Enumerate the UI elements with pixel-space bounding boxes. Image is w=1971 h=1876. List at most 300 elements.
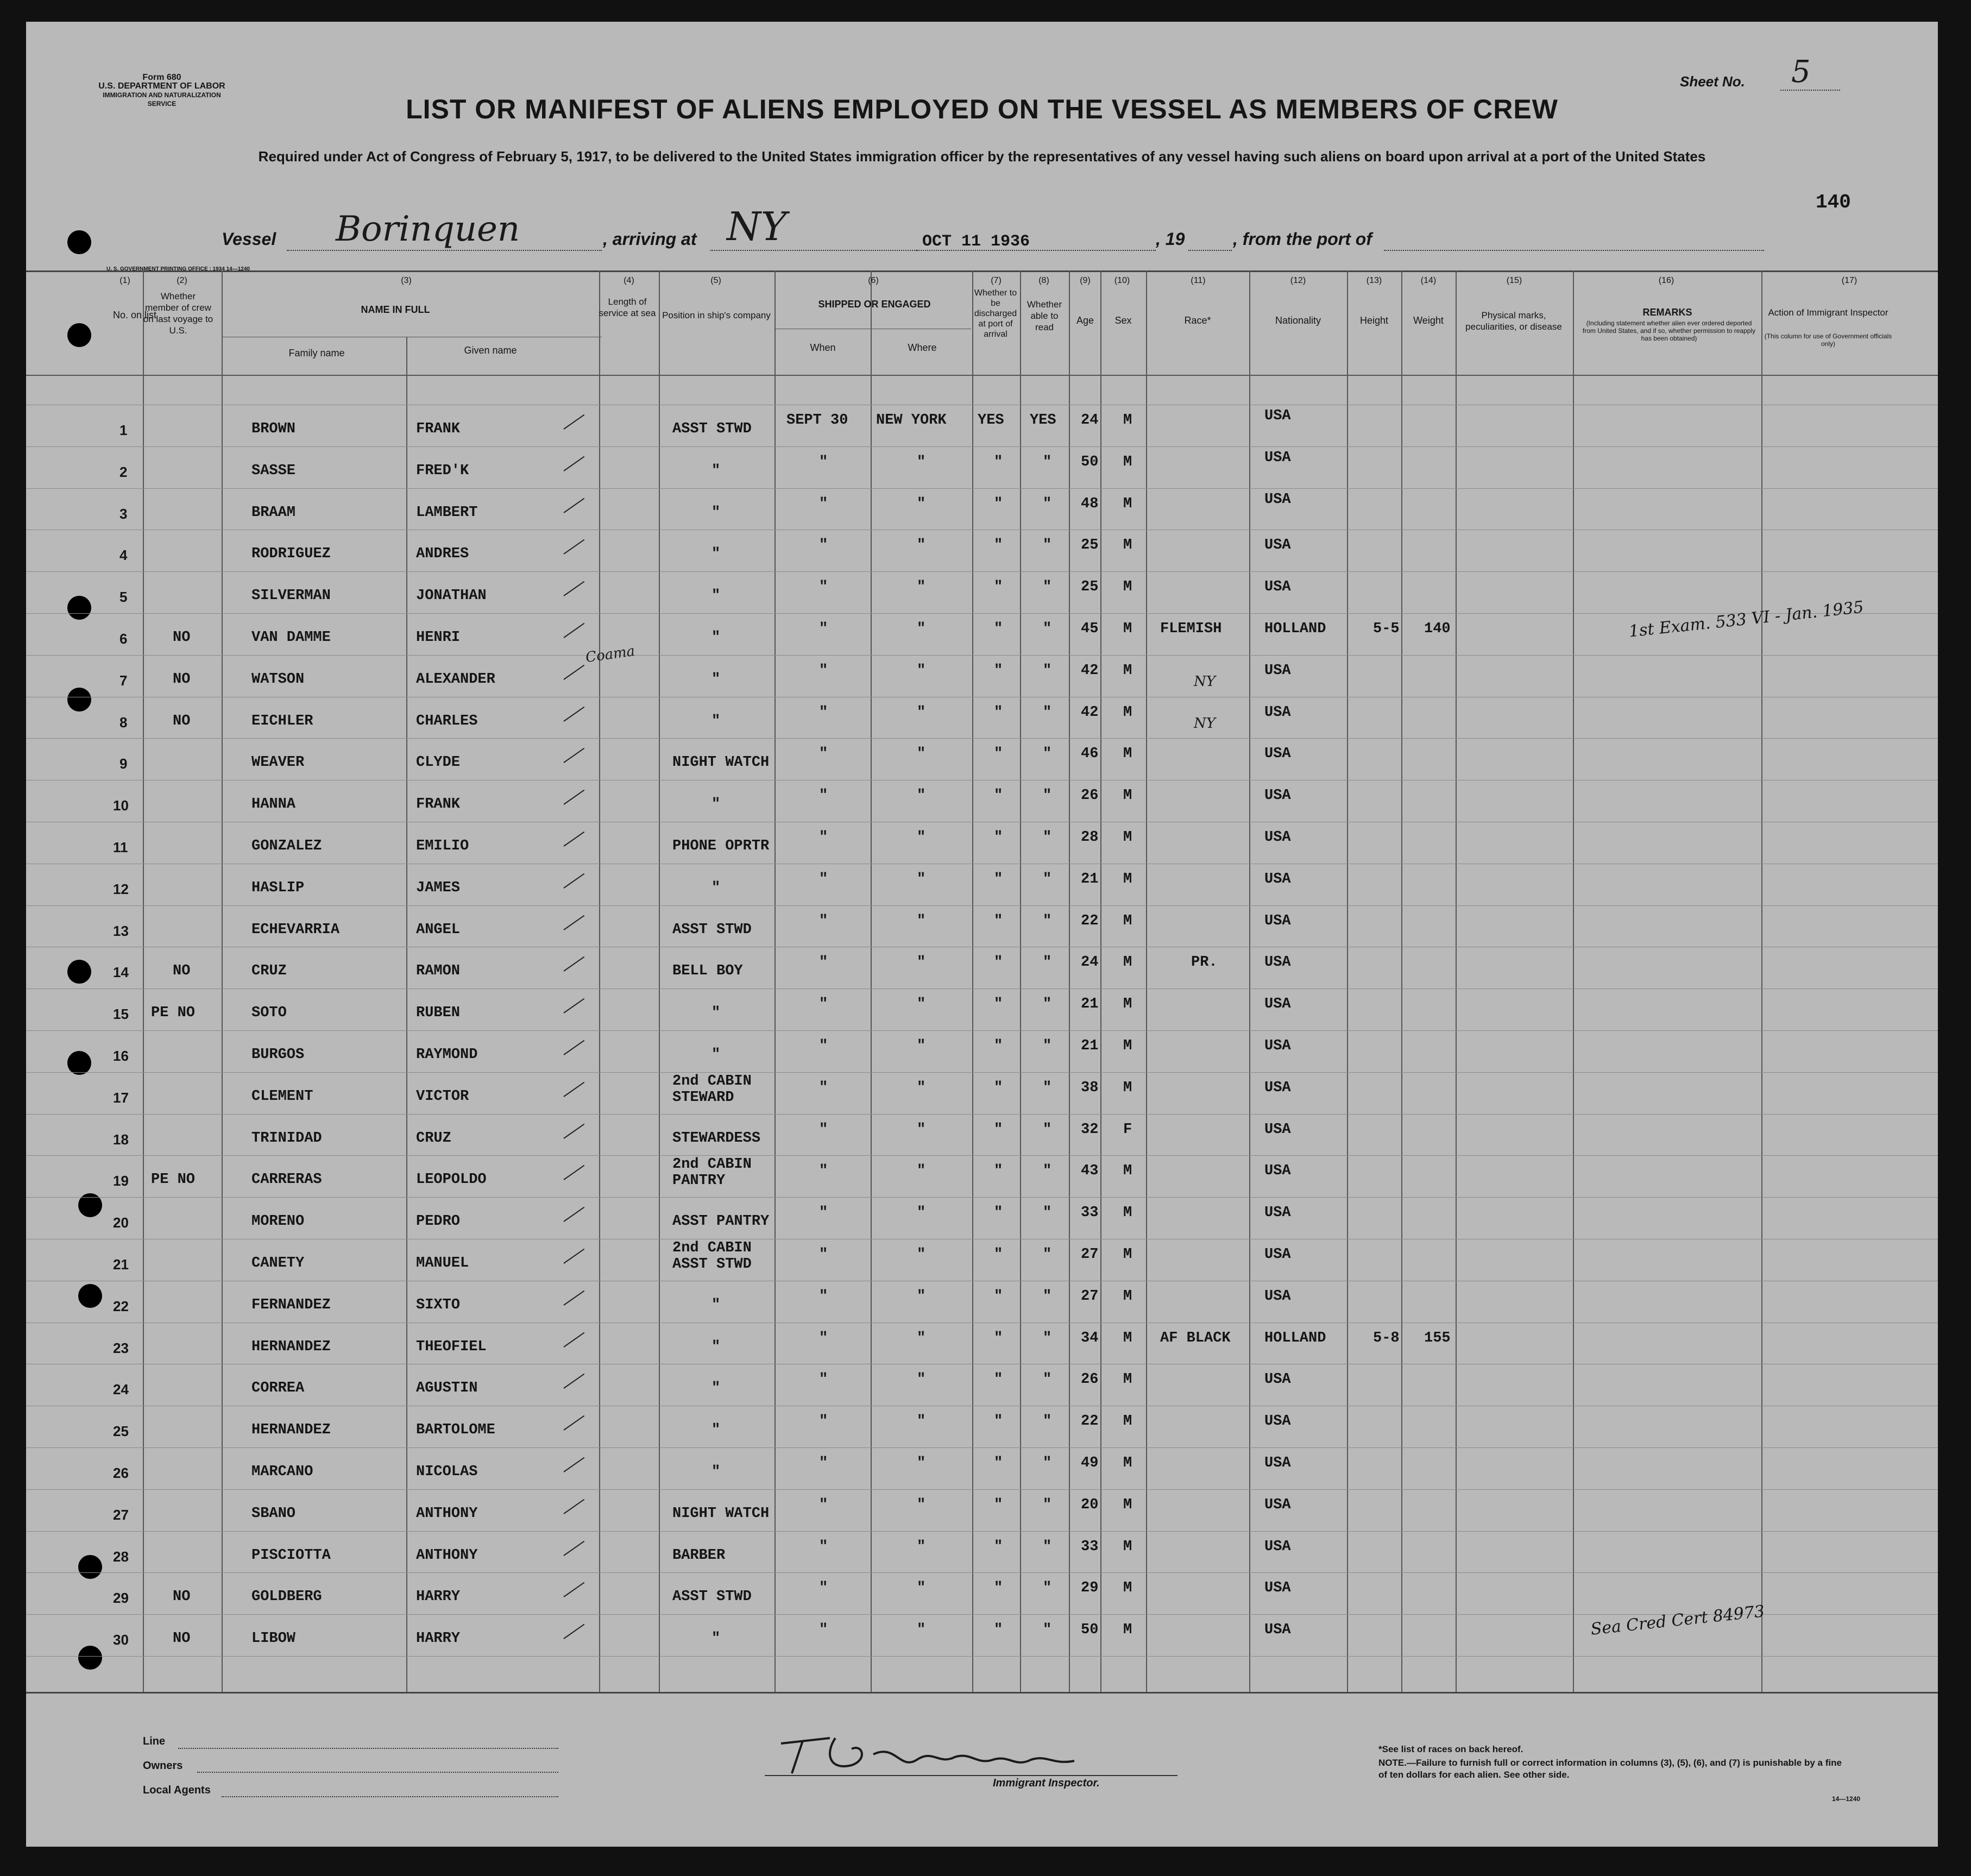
header-last-voyage: Whether member of crew on last voyage to U.S. bbox=[143, 291, 213, 336]
header-sex: Sex bbox=[1114, 315, 1132, 326]
age: 21 bbox=[1081, 996, 1099, 1013]
row-number: 25 bbox=[113, 1423, 129, 1440]
row-number: 10 bbox=[113, 797, 129, 814]
shipped-when: " bbox=[819, 1622, 828, 1639]
shipped-when: " bbox=[819, 1330, 828, 1346]
position: " bbox=[711, 1380, 721, 1397]
discharged: " bbox=[994, 454, 1003, 470]
agents-label: Local Agents bbox=[143, 1784, 211, 1796]
last-voyage: NO bbox=[173, 671, 191, 688]
sex: F bbox=[1123, 1121, 1132, 1138]
shipped-where: " bbox=[917, 1163, 926, 1180]
row-number: 13 bbox=[113, 922, 129, 939]
shipped-when: " bbox=[819, 1580, 828, 1597]
height: 5-5 bbox=[1373, 621, 1400, 637]
given-name: RAMON bbox=[416, 963, 461, 980]
header-discharged: Whether to be discharged at port of arrival bbox=[974, 288, 1017, 339]
last-voyage: NO bbox=[173, 1589, 191, 1606]
header-physical-marks: Physical marks, peculiarities, or disease bbox=[1465, 310, 1562, 332]
row-number: 2 bbox=[119, 463, 128, 480]
position: " bbox=[711, 504, 721, 521]
position: NIGHT WATCH bbox=[672, 754, 770, 771]
position: 2nd CABIN bbox=[672, 1156, 752, 1173]
shipped-when: " bbox=[819, 1247, 828, 1263]
shipped-when: " bbox=[819, 1538, 828, 1555]
nationality: USA bbox=[1264, 1580, 1291, 1597]
column-divider bbox=[1761, 270, 1762, 1692]
shipped-where: " bbox=[917, 1330, 926, 1346]
discharged: " bbox=[994, 537, 1003, 554]
shipped-where: " bbox=[917, 704, 926, 721]
position: PHONE OPRTR bbox=[672, 838, 770, 854]
able-to-read: " bbox=[1043, 704, 1052, 721]
shipped-where: " bbox=[917, 1496, 926, 1513]
check-mark-icon bbox=[563, 581, 584, 596]
check-mark-icon bbox=[563, 748, 584, 763]
header-remarks-sub: (Including statement whether alien ever ordered deported from United States, and if so, whether permission to reapply has been obtained) bbox=[1582, 319, 1756, 342]
column-divider bbox=[1069, 270, 1070, 1692]
punch-hole bbox=[67, 596, 91, 620]
able-to-read: " bbox=[1043, 1121, 1052, 1138]
weight: 140 bbox=[1424, 621, 1451, 637]
discharged: " bbox=[994, 1622, 1003, 1639]
row-number: 1 bbox=[119, 422, 128, 438]
discharged: " bbox=[994, 1538, 1003, 1555]
sex: M bbox=[1123, 1538, 1132, 1555]
column-divider bbox=[972, 270, 973, 1692]
position: ASST STWD bbox=[672, 1589, 752, 1606]
nationality: USA bbox=[1264, 491, 1291, 508]
nationality: USA bbox=[1264, 1413, 1291, 1430]
family-name: CORREA bbox=[251, 1380, 305, 1397]
position: " bbox=[711, 629, 721, 646]
position: " bbox=[711, 1005, 721, 1022]
given-name: BARTOLOME bbox=[416, 1422, 495, 1439]
family-name: EICHLER bbox=[251, 713, 313, 729]
sex: M bbox=[1123, 1455, 1132, 1471]
age: 24 bbox=[1081, 954, 1099, 971]
family-name: ECHEVARRIA bbox=[251, 921, 340, 938]
height: 5-8 bbox=[1373, 1330, 1400, 1346]
discharged: YES bbox=[978, 412, 1004, 429]
family-name: VAN DAMME bbox=[251, 629, 331, 646]
nationality: HOLLAND bbox=[1264, 1330, 1326, 1346]
sex: M bbox=[1123, 996, 1132, 1013]
shipped-when: " bbox=[819, 454, 828, 470]
row-rule bbox=[26, 1447, 1938, 1448]
check-mark-icon bbox=[563, 1582, 584, 1597]
given-name: JAMES bbox=[416, 879, 461, 896]
header-no-on-list: No. on list bbox=[112, 310, 157, 320]
sex: M bbox=[1123, 704, 1132, 721]
shipped-when: " bbox=[819, 1371, 828, 1388]
row-rule bbox=[26, 1531, 1938, 1532]
row-number: 3 bbox=[119, 505, 128, 522]
nationality: USA bbox=[1264, 1371, 1291, 1388]
position: " bbox=[711, 588, 721, 605]
discharged: " bbox=[994, 912, 1003, 929]
sex: M bbox=[1123, 537, 1132, 554]
nationality: USA bbox=[1264, 912, 1291, 929]
position: ASST STWD bbox=[672, 921, 752, 938]
sex: M bbox=[1123, 1622, 1132, 1639]
given-name: ANTHONY bbox=[416, 1547, 478, 1564]
header-family-name: Family name bbox=[288, 348, 345, 358]
nationality: USA bbox=[1264, 996, 1291, 1013]
able-to-read: " bbox=[1043, 788, 1052, 804]
race-annotation: NY bbox=[1194, 715, 1216, 732]
shipped-when: " bbox=[819, 996, 828, 1013]
shipped-where: " bbox=[917, 746, 926, 763]
given-name: HARRY bbox=[416, 1631, 461, 1647]
family-name: GONZALEZ bbox=[251, 838, 322, 854]
row-number: 29 bbox=[113, 1590, 129, 1607]
position: " bbox=[711, 462, 721, 479]
race: FLEMISH bbox=[1160, 621, 1222, 637]
row-number: 8 bbox=[119, 714, 128, 731]
shipped-when: " bbox=[819, 1288, 828, 1305]
given-name: ANTHONY bbox=[416, 1505, 478, 1522]
column-divider bbox=[1146, 270, 1147, 1692]
punch-hole bbox=[67, 323, 91, 347]
shipped-where: " bbox=[917, 495, 926, 512]
column-divider bbox=[774, 270, 776, 1692]
position: " bbox=[711, 1464, 721, 1480]
discharged: " bbox=[994, 829, 1003, 846]
row-number: 6 bbox=[119, 631, 128, 647]
discharged: " bbox=[994, 579, 1003, 596]
row-rule bbox=[26, 1155, 1938, 1156]
nationality: USA bbox=[1264, 1538, 1291, 1555]
check-mark-icon bbox=[563, 915, 584, 930]
position: " bbox=[711, 796, 721, 813]
family-name: SILVERMAN bbox=[251, 588, 331, 605]
row-number: 5 bbox=[119, 589, 128, 606]
discharged: " bbox=[994, 1330, 1003, 1346]
given-name: MANUEL bbox=[416, 1255, 469, 1271]
shipped-where: " bbox=[917, 1455, 926, 1471]
row-number: 15 bbox=[113, 1006, 129, 1023]
age: 28 bbox=[1081, 829, 1099, 846]
discharged: " bbox=[994, 954, 1003, 971]
sex: M bbox=[1123, 1247, 1132, 1263]
column-divider bbox=[406, 337, 407, 1692]
race: AF BLACK bbox=[1160, 1330, 1231, 1346]
age: 24 bbox=[1081, 412, 1099, 429]
shipped-where: " bbox=[917, 454, 926, 470]
discharged: " bbox=[994, 662, 1003, 679]
last-voyage: NO bbox=[173, 713, 191, 729]
check-mark-icon bbox=[563, 623, 584, 638]
shipped-when: SEPT 30 bbox=[786, 412, 848, 429]
header-position: Position in ship's company bbox=[662, 310, 771, 320]
nationality: USA bbox=[1264, 788, 1291, 804]
given-name: RUBEN bbox=[416, 1005, 461, 1022]
page-subtitle: Required under Act of Congress of February 5, 1917, to be delivered to the United States immigration officer by the representatives of any vessel having such aliens on board upon arrival at a port of the United States bbox=[258, 148, 1706, 165]
able-to-read: " bbox=[1043, 1538, 1052, 1555]
age: 27 bbox=[1081, 1288, 1099, 1305]
shipped-when: " bbox=[819, 871, 828, 887]
discharged: " bbox=[994, 1121, 1003, 1138]
sex: M bbox=[1123, 1038, 1132, 1054]
shipped-when: " bbox=[819, 829, 828, 846]
column-number: (12) bbox=[1290, 276, 1306, 285]
discharged: " bbox=[994, 1496, 1003, 1513]
nationality: USA bbox=[1264, 662, 1291, 679]
nationality: USA bbox=[1264, 1247, 1291, 1263]
family-name: WEAVER bbox=[251, 754, 305, 771]
row-number: 11 bbox=[113, 839, 128, 855]
family-name: CANETY bbox=[251, 1255, 305, 1271]
able-to-read: " bbox=[1043, 454, 1052, 470]
check-mark-icon bbox=[563, 1165, 584, 1180]
header-where: Where bbox=[908, 342, 937, 353]
age: 26 bbox=[1081, 788, 1099, 804]
weight: 155 bbox=[1424, 1330, 1451, 1346]
discharged: " bbox=[994, 1038, 1003, 1054]
shipped-where: " bbox=[917, 621, 926, 637]
inspector-label: Immigrant Inspector. bbox=[993, 1777, 1100, 1789]
shipped-where: NEW YORK bbox=[876, 412, 947, 429]
form-code: 14—1240 bbox=[1832, 1795, 1861, 1803]
shipped-where: " bbox=[917, 1371, 926, 1388]
check-mark-icon bbox=[563, 1207, 584, 1222]
age: 42 bbox=[1081, 704, 1099, 721]
column-divider bbox=[1401, 270, 1402, 1692]
position: PANTRY bbox=[672, 1173, 726, 1189]
able-to-read: " bbox=[1043, 579, 1052, 596]
position: NIGHT WATCH bbox=[672, 1505, 770, 1522]
column-divider bbox=[1573, 270, 1574, 1692]
position: " bbox=[711, 546, 721, 563]
given-name: THEOFIEL bbox=[416, 1338, 487, 1355]
shipped-where: " bbox=[917, 1288, 926, 1305]
header-nationality: Nationality bbox=[1275, 315, 1321, 326]
check-mark-icon bbox=[563, 1332, 584, 1347]
family-name: FERNANDEZ bbox=[251, 1296, 331, 1313]
discharged: " bbox=[994, 1247, 1003, 1263]
age: 20 bbox=[1081, 1496, 1099, 1513]
check-mark-icon bbox=[563, 998, 584, 1013]
punch-hole bbox=[67, 1051, 91, 1075]
able-to-read: " bbox=[1043, 746, 1052, 763]
shipped-when: " bbox=[819, 537, 828, 554]
check-mark-icon bbox=[563, 498, 584, 513]
check-mark-icon bbox=[563, 539, 584, 555]
sex: M bbox=[1123, 788, 1132, 804]
discharged: " bbox=[994, 788, 1003, 804]
shipped-when: " bbox=[819, 495, 828, 512]
family-name: HERNANDEZ bbox=[251, 1422, 331, 1439]
sex: M bbox=[1123, 454, 1132, 470]
nationality: USA bbox=[1264, 1163, 1291, 1180]
column-number: (3) bbox=[401, 276, 412, 285]
sex: M bbox=[1123, 1288, 1132, 1305]
sex: M bbox=[1123, 954, 1132, 971]
family-name: BROWN bbox=[251, 421, 296, 437]
arrival-date: OCT 11 1936 bbox=[922, 232, 1030, 251]
header-remarks: REMARKS bbox=[1642, 307, 1692, 318]
position: BELL BOY bbox=[672, 963, 743, 980]
family-name: BRAAM bbox=[251, 504, 296, 521]
shipped-where: " bbox=[917, 1580, 926, 1597]
shipped-when: " bbox=[819, 1121, 828, 1138]
last-voyage: PE NO bbox=[151, 1005, 196, 1022]
discharged: " bbox=[994, 1079, 1003, 1096]
family-name: CARRERAS bbox=[251, 1172, 322, 1188]
age: 50 bbox=[1081, 1622, 1099, 1639]
sex: M bbox=[1123, 1079, 1132, 1096]
row-rule bbox=[26, 1197, 1938, 1198]
manifest-sheet bbox=[26, 22, 1938, 1847]
form-number: Form 680 bbox=[142, 73, 181, 82]
shipped-where: " bbox=[917, 662, 926, 679]
given-name: HENRI bbox=[416, 629, 461, 646]
inspector-signature bbox=[770, 1722, 1161, 1781]
column-divider bbox=[222, 270, 223, 1692]
able-to-read: " bbox=[1043, 1330, 1052, 1346]
given-name: PEDRO bbox=[416, 1213, 461, 1230]
sex: M bbox=[1123, 746, 1132, 763]
position: ASST STWD bbox=[672, 1256, 752, 1273]
given-name: CHARLES bbox=[416, 713, 478, 729]
able-to-read: " bbox=[1043, 1163, 1052, 1180]
column-divider bbox=[659, 270, 660, 1692]
given-name: CLYDE bbox=[416, 754, 461, 771]
row-number: 23 bbox=[113, 1339, 129, 1356]
given-name: RAYMOND bbox=[416, 1047, 478, 1063]
shipped-when: " bbox=[819, 1496, 828, 1513]
discharged: " bbox=[994, 1371, 1003, 1388]
row-number: 28 bbox=[113, 1548, 129, 1565]
stamp-number: 140 bbox=[1816, 191, 1851, 213]
discharged: " bbox=[994, 1288, 1003, 1305]
discharged: " bbox=[994, 1163, 1003, 1180]
sex: M bbox=[1123, 1330, 1132, 1346]
shipped-when: " bbox=[819, 746, 828, 763]
given-name: EMILIO bbox=[416, 838, 469, 854]
position: " bbox=[711, 1296, 721, 1313]
sex: M bbox=[1123, 1371, 1132, 1388]
service-name: IMMIGRATION AND NATURALIZATION SERVICE bbox=[103, 91, 221, 108]
row-number: 9 bbox=[119, 756, 128, 772]
given-name: ALEXANDER bbox=[416, 671, 495, 688]
shipped-where: " bbox=[917, 1622, 926, 1639]
discharged: " bbox=[994, 871, 1003, 887]
family-name: GOLDBERG bbox=[251, 1589, 322, 1606]
shipped-where: " bbox=[917, 579, 926, 596]
shipped-where: " bbox=[917, 871, 926, 887]
header-when: When bbox=[810, 342, 836, 353]
sex: M bbox=[1123, 1163, 1132, 1180]
from-port-label: , from the port of bbox=[1233, 229, 1372, 249]
able-to-read: " bbox=[1043, 1288, 1052, 1305]
sheet-number-label: Sheet No. bbox=[1680, 73, 1745, 90]
row-rule bbox=[26, 613, 1938, 614]
header-length-service: Length of service at sea bbox=[599, 297, 656, 318]
last-voyage: PE NO bbox=[151, 1172, 196, 1188]
able-to-read: " bbox=[1043, 537, 1052, 554]
sex: M bbox=[1123, 662, 1132, 679]
family-name: LIBOW bbox=[251, 1631, 296, 1647]
given-name: FRED'K bbox=[416, 462, 469, 479]
discharged: " bbox=[994, 996, 1003, 1013]
check-mark-icon bbox=[563, 414, 584, 430]
race-annotation: NY bbox=[1194, 673, 1216, 690]
age: 43 bbox=[1081, 1163, 1099, 1180]
shipped-when: " bbox=[819, 1205, 828, 1222]
row-rule bbox=[26, 655, 1938, 656]
able-to-read: " bbox=[1043, 1580, 1052, 1597]
race: PR. bbox=[1191, 954, 1218, 971]
nationality: USA bbox=[1264, 1288, 1291, 1305]
column-divider bbox=[1249, 270, 1250, 1692]
row-number: 14 bbox=[113, 964, 129, 981]
shipped-when: " bbox=[819, 912, 828, 929]
discharged: " bbox=[994, 704, 1003, 721]
given-name: FRANK bbox=[416, 421, 461, 437]
row-rule bbox=[26, 738, 1938, 739]
given-name: VICTOR bbox=[416, 1088, 469, 1105]
row-number: 22 bbox=[113, 1298, 129, 1314]
column-number: (2) bbox=[177, 276, 187, 285]
row-rule bbox=[26, 1489, 1938, 1490]
check-mark-icon bbox=[563, 1540, 584, 1556]
shipped-when: " bbox=[819, 1079, 828, 1096]
arriving-port: NY bbox=[727, 204, 787, 249]
vessel-name: Borinquen bbox=[336, 209, 520, 249]
column-number: (10) bbox=[1114, 276, 1130, 285]
able-to-read: " bbox=[1043, 1205, 1052, 1222]
able-to-read: " bbox=[1043, 621, 1052, 637]
able-to-read: " bbox=[1043, 1079, 1052, 1096]
family-name: MARCANO bbox=[251, 1464, 313, 1480]
check-mark-icon bbox=[563, 1082, 584, 1097]
check-mark-icon bbox=[563, 665, 584, 680]
shipped-when: " bbox=[819, 1413, 828, 1430]
shipped-when: " bbox=[819, 1455, 828, 1471]
nationality: USA bbox=[1264, 1205, 1291, 1222]
nationality: HOLLAND bbox=[1264, 621, 1326, 637]
length-annotation: Coama bbox=[584, 643, 636, 666]
row-rule bbox=[26, 1572, 1938, 1573]
sex: M bbox=[1123, 829, 1132, 846]
age: 48 bbox=[1081, 495, 1099, 512]
nationality: USA bbox=[1264, 449, 1291, 466]
shipped-where: " bbox=[917, 996, 926, 1013]
sex: M bbox=[1123, 912, 1132, 929]
given-name: NICOLAS bbox=[416, 1464, 478, 1480]
given-name: HARRY bbox=[416, 1589, 461, 1606]
sex: M bbox=[1123, 579, 1132, 596]
page-title: LIST OR MANIFEST OF ALIENS EMPLOYED ON THE VESSEL AS MEMBERS OF CREW bbox=[406, 94, 1558, 124]
row-rule bbox=[26, 1072, 1938, 1073]
column-divider bbox=[1347, 270, 1348, 1692]
row-number: 24 bbox=[113, 1381, 129, 1398]
row-number: 27 bbox=[113, 1506, 129, 1523]
punch-hole bbox=[78, 1646, 102, 1670]
age: 26 bbox=[1081, 1371, 1099, 1388]
given-name: ANDRES bbox=[416, 546, 469, 563]
column-number: (13) bbox=[1366, 276, 1382, 285]
age: 21 bbox=[1081, 871, 1099, 887]
check-mark-icon bbox=[563, 1290, 584, 1306]
check-mark-icon bbox=[563, 1123, 584, 1138]
column-number: (11) bbox=[1191, 276, 1206, 285]
check-mark-icon bbox=[563, 456, 584, 471]
remarks: Sea Cred Cert 84973 bbox=[1590, 1602, 1766, 1639]
age: 50 bbox=[1081, 454, 1099, 470]
